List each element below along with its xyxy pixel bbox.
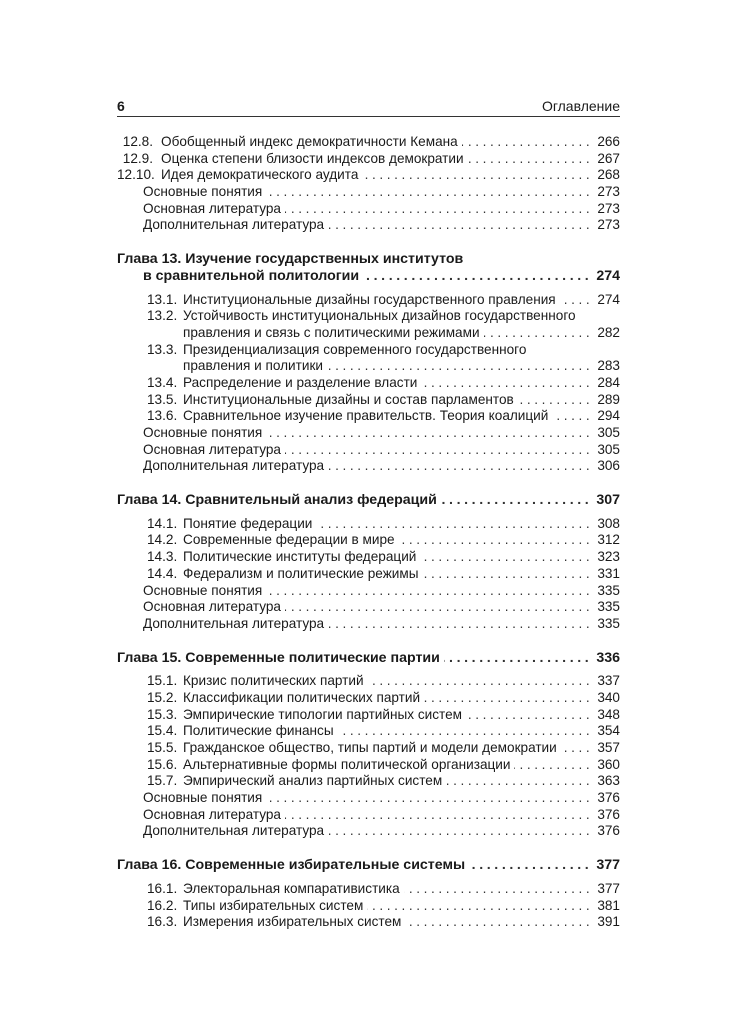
- entry-page: 348: [597, 706, 620, 722]
- entry-title: Основные понятия: [143, 425, 263, 440]
- toc-entry[interactable]: [117, 566, 620, 583]
- dot-leader: [367, 898, 593, 915]
- spacer: [117, 633, 620, 650]
- entry-page: 331: [597, 565, 620, 581]
- entry-page: 357: [597, 740, 620, 755]
- spacer: [117, 666, 620, 673]
- spacer: [117, 840, 620, 857]
- dot-leader: [423, 566, 594, 583]
- running-title: Оглавление: [541, 98, 620, 114]
- entry-number: 16.3.: [147, 914, 178, 930]
- entry-title: Федерализм и политические режимы: [183, 565, 419, 581]
- entry-page: 266: [597, 134, 620, 149]
- entry-number: 13.5.: [147, 391, 178, 407]
- entry-number: 13.6.: [147, 408, 178, 424]
- toc-entry[interactable]: [117, 583, 620, 600]
- toc-entry[interactable]: [117, 217, 620, 234]
- entry-page: 267: [597, 150, 620, 166]
- table-of-contents: [117, 134, 620, 931]
- dot-leader: [328, 458, 593, 475]
- toc-entry[interactable]: [117, 757, 620, 774]
- entry-title: правления и связь с политическими режимами: [183, 324, 480, 340]
- entry-number: 12.8.: [122, 134, 153, 149]
- entry-number: 16.1.: [147, 880, 178, 896]
- entry-page: 273: [597, 217, 620, 233]
- entry-title: Типы избирательных систем: [183, 897, 364, 913]
- chapter-heading[interactable]: [117, 251, 620, 268]
- entry-title: Институциональные дизайны и состав парламентов: [183, 391, 514, 407]
- toc-entry[interactable]: [117, 358, 620, 375]
- entry-title: Обобщенный индекс демократичности Кемана: [161, 134, 458, 149]
- dot-leader: [328, 217, 593, 234]
- toc-entry[interactable]: [117, 532, 620, 549]
- dot-leader: [266, 184, 593, 201]
- entry-number: 13.4.: [147, 374, 178, 390]
- entry-page: 335: [597, 615, 620, 631]
- entry-title: Глава 13. Изучение государственных институтов: [117, 251, 464, 268]
- entry-number: 14.1.: [147, 515, 178, 531]
- spacer: [117, 285, 620, 292]
- entry-number: 15.6.: [147, 756, 178, 772]
- dot-leader: [466, 707, 593, 724]
- dot-leader: [266, 790, 593, 807]
- toc-entry[interactable]: [117, 425, 620, 442]
- entry-page: 340: [597, 689, 620, 705]
- dot-leader: [441, 492, 593, 509]
- entry-title: Оценка степени близости индексов демократии: [161, 150, 464, 166]
- dot-leader: [552, 408, 593, 425]
- dot-leader: [328, 823, 593, 840]
- entry-page: 305: [597, 441, 620, 457]
- entry-number: 15.2.: [147, 689, 178, 705]
- entry-page: 305: [597, 425, 620, 440]
- entry-page: 376: [597, 806, 620, 822]
- dot-leader: [266, 425, 593, 442]
- entry-title: Современные федерации в мире: [183, 532, 395, 548]
- entry-title: Основные понятия: [143, 582, 263, 598]
- spacer: [117, 509, 620, 516]
- dot-leader: [362, 167, 593, 184]
- entry-title: Дополнительная литература: [143, 217, 325, 233]
- entry-page: 273: [597, 184, 620, 200]
- entry-page: 335: [597, 582, 620, 598]
- entry-title: Эмпирический анализ партийных систем: [183, 773, 443, 789]
- entry-number: 15.4.: [147, 723, 178, 739]
- dot-leader: [560, 292, 594, 309]
- entry-title: Классификации политических партий: [183, 689, 421, 705]
- entry-title: Основная литература: [143, 200, 281, 216]
- entry-page: 376: [597, 823, 620, 839]
- entry-page: 273: [597, 200, 620, 216]
- entry-page: 360: [597, 756, 620, 772]
- entry-number: 13.1.: [147, 291, 178, 307]
- entry-title: Дополнительная литература: [143, 615, 325, 631]
- entry-title: правления и политики: [183, 358, 323, 374]
- entry-page: 312: [597, 532, 620, 548]
- dot-leader: [285, 442, 593, 459]
- entry-title: Институциональные дизайны государственного правления: [183, 291, 556, 307]
- entry-number: 14.3.: [147, 549, 178, 565]
- toc-entry[interactable]: [117, 292, 620, 309]
- entry-page: 354: [597, 723, 620, 739]
- entry-page: 283: [597, 358, 620, 374]
- entry-page: 294: [597, 408, 620, 424]
- entry-title: Политические институты федераций: [183, 549, 417, 565]
- dot-leader: [444, 650, 592, 667]
- dot-leader: [399, 532, 594, 549]
- entry-title: Основная литература: [143, 441, 281, 457]
- dot-leader: [316, 516, 593, 533]
- entry-title: Эмпирические типологии партийных систем: [183, 706, 463, 722]
- toc-entry[interactable]: [117, 516, 620, 533]
- dot-leader: [518, 392, 594, 409]
- entry-page: 274: [596, 267, 620, 284]
- entry-number: 12.9.: [122, 150, 153, 166]
- entry-title: Альтернативные формы политической организации: [183, 756, 511, 772]
- entry-page: 306: [597, 458, 620, 474]
- toc-entry[interactable]: [117, 807, 620, 824]
- toc-entry[interactable]: [117, 823, 620, 840]
- entry-title: Президенциализация современного государственного: [183, 341, 527, 357]
- entry-page: 274: [597, 291, 620, 307]
- toc-entry[interactable]: [117, 914, 620, 931]
- toc-entry[interactable]: [117, 740, 620, 757]
- dot-leader: [285, 807, 593, 824]
- entry-title: Глава 15. Современные политические партии: [117, 649, 440, 666]
- toc-entry[interactable]: [117, 549, 620, 566]
- toc-entry[interactable]: [117, 707, 620, 724]
- entry-number: 12.10.: [117, 167, 155, 183]
- toc-entry[interactable]: [117, 898, 620, 915]
- entry-page: 391: [597, 914, 620, 930]
- entry-page: 307: [596, 492, 620, 509]
- toc-entry[interactable]: [117, 342, 620, 359]
- dot-leader: [327, 358, 593, 375]
- entry-page: 336: [596, 649, 620, 666]
- entry-number: 16.2.: [147, 897, 178, 913]
- entry-number: 14.4.: [147, 565, 178, 581]
- toc-entry[interactable]: [117, 881, 620, 898]
- entry-page: 377: [597, 880, 620, 896]
- entry-page: 284: [597, 374, 620, 390]
- toc-entry[interactable]: [117, 773, 620, 790]
- dot-leader: [338, 723, 594, 740]
- dot-leader: [484, 325, 594, 342]
- toc-entry[interactable]: [117, 723, 620, 740]
- entry-title: Кризис политических партий: [183, 673, 364, 689]
- toc-entry[interactable]: [117, 184, 620, 201]
- dot-leader: [405, 914, 593, 931]
- entry-page: 363: [597, 773, 620, 789]
- chapter-heading[interactable]: [117, 857, 620, 874]
- dot-leader: [514, 757, 593, 774]
- entry-title: Гражданское общество, типы партий и модели демократии: [183, 740, 557, 755]
- entry-title: Дополнительная литература: [143, 823, 325, 839]
- entry-title: Электоральная компаративистика: [183, 880, 400, 896]
- entry-page: 376: [597, 790, 620, 806]
- dot-leader: [285, 599, 593, 616]
- dot-leader: [421, 375, 593, 392]
- entry-title: Глава 16. Современные избирательные системы: [117, 857, 466, 874]
- entry-title: в сравнительной политологии: [143, 267, 360, 284]
- entry-title: Основная литература: [143, 806, 281, 822]
- entry-page: 268: [597, 167, 620, 183]
- toc-entry[interactable]: [117, 167, 620, 184]
- toc-entry[interactable]: [117, 134, 620, 151]
- dot-leader: [469, 857, 592, 874]
- dot-leader: [404, 881, 594, 898]
- toc-entry[interactable]: [117, 599, 620, 616]
- entry-page: 381: [597, 897, 620, 913]
- entry-title: Глава 14. Сравнительный анализ федераций: [117, 492, 437, 509]
- toc-entry[interactable]: [117, 616, 620, 633]
- chapter-heading[interactable]: [117, 650, 620, 667]
- entry-page: 337: [597, 673, 620, 689]
- entry-title: Дополнительная литература: [143, 458, 325, 474]
- entry-page: 377: [596, 857, 620, 874]
- entry-title: Идея демократического аудита: [161, 167, 359, 183]
- page-number: 6: [117, 98, 125, 114]
- entry-number: 14.2.: [147, 532, 178, 548]
- toc-entry[interactable]: [117, 408, 620, 425]
- spacer: [117, 874, 620, 881]
- toc-entry[interactable]: [117, 458, 620, 475]
- dot-leader: [285, 201, 593, 218]
- toc-entry[interactable]: [117, 673, 620, 690]
- toc-entry[interactable]: [117, 201, 620, 218]
- entry-number: 13.3.: [147, 341, 178, 357]
- dot-leader: [462, 134, 594, 151]
- toc-entry[interactable]: [117, 375, 620, 392]
- entry-title: Распределение и разделение власти: [183, 374, 418, 390]
- toc-entry[interactable]: [117, 392, 620, 409]
- entry-title: Сравнительное изучение правительств. Теория коалиций: [183, 408, 549, 424]
- entry-page: 323: [597, 549, 620, 565]
- entry-title: Политические финансы: [183, 723, 334, 739]
- toc-entry[interactable]: [117, 308, 620, 325]
- entry-page: 289: [597, 391, 620, 407]
- dot-leader: [328, 616, 593, 633]
- entry-title: Основные понятия: [143, 184, 263, 200]
- entry-number: 15.3.: [147, 706, 178, 722]
- entry-title: Устойчивость институциональных дизайнов государственного: [183, 308, 576, 324]
- dot-leader: [424, 690, 593, 707]
- entry-title: Понятие федерации: [183, 515, 313, 531]
- entry-number: 15.7.: [147, 773, 178, 789]
- entry-number: 15.1.: [147, 673, 178, 689]
- dot-leader: [266, 583, 593, 600]
- dot-leader: [446, 773, 593, 790]
- spacer: [117, 234, 620, 251]
- entry-title: Основная литература: [143, 599, 281, 615]
- dot-leader: [561, 740, 594, 757]
- dot-leader: [363, 268, 592, 285]
- dot-leader: [368, 673, 594, 690]
- entry-page: 282: [597, 324, 620, 340]
- running-header: [117, 94, 620, 117]
- chapter-heading[interactable]: [117, 492, 620, 509]
- spacer: [117, 475, 620, 492]
- entry-title: Основные понятия: [143, 790, 263, 806]
- dot-leader: [468, 151, 594, 168]
- toc-entry[interactable]: [117, 442, 620, 459]
- entry-number: 13.2.: [147, 308, 178, 324]
- chapter-heading[interactable]: [117, 268, 620, 285]
- dot-leader: [420, 549, 593, 566]
- entry-page: 308: [597, 515, 620, 531]
- entry-number: 15.5.: [147, 740, 178, 755]
- entry-title: Измерения избирательных систем: [183, 914, 402, 930]
- entry-page: 335: [597, 599, 620, 615]
- toc-entry[interactable]: [117, 790, 620, 807]
- toc-entry[interactable]: [117, 690, 620, 707]
- toc-entry[interactable]: [117, 151, 620, 168]
- toc-entry[interactable]: [117, 325, 620, 342]
